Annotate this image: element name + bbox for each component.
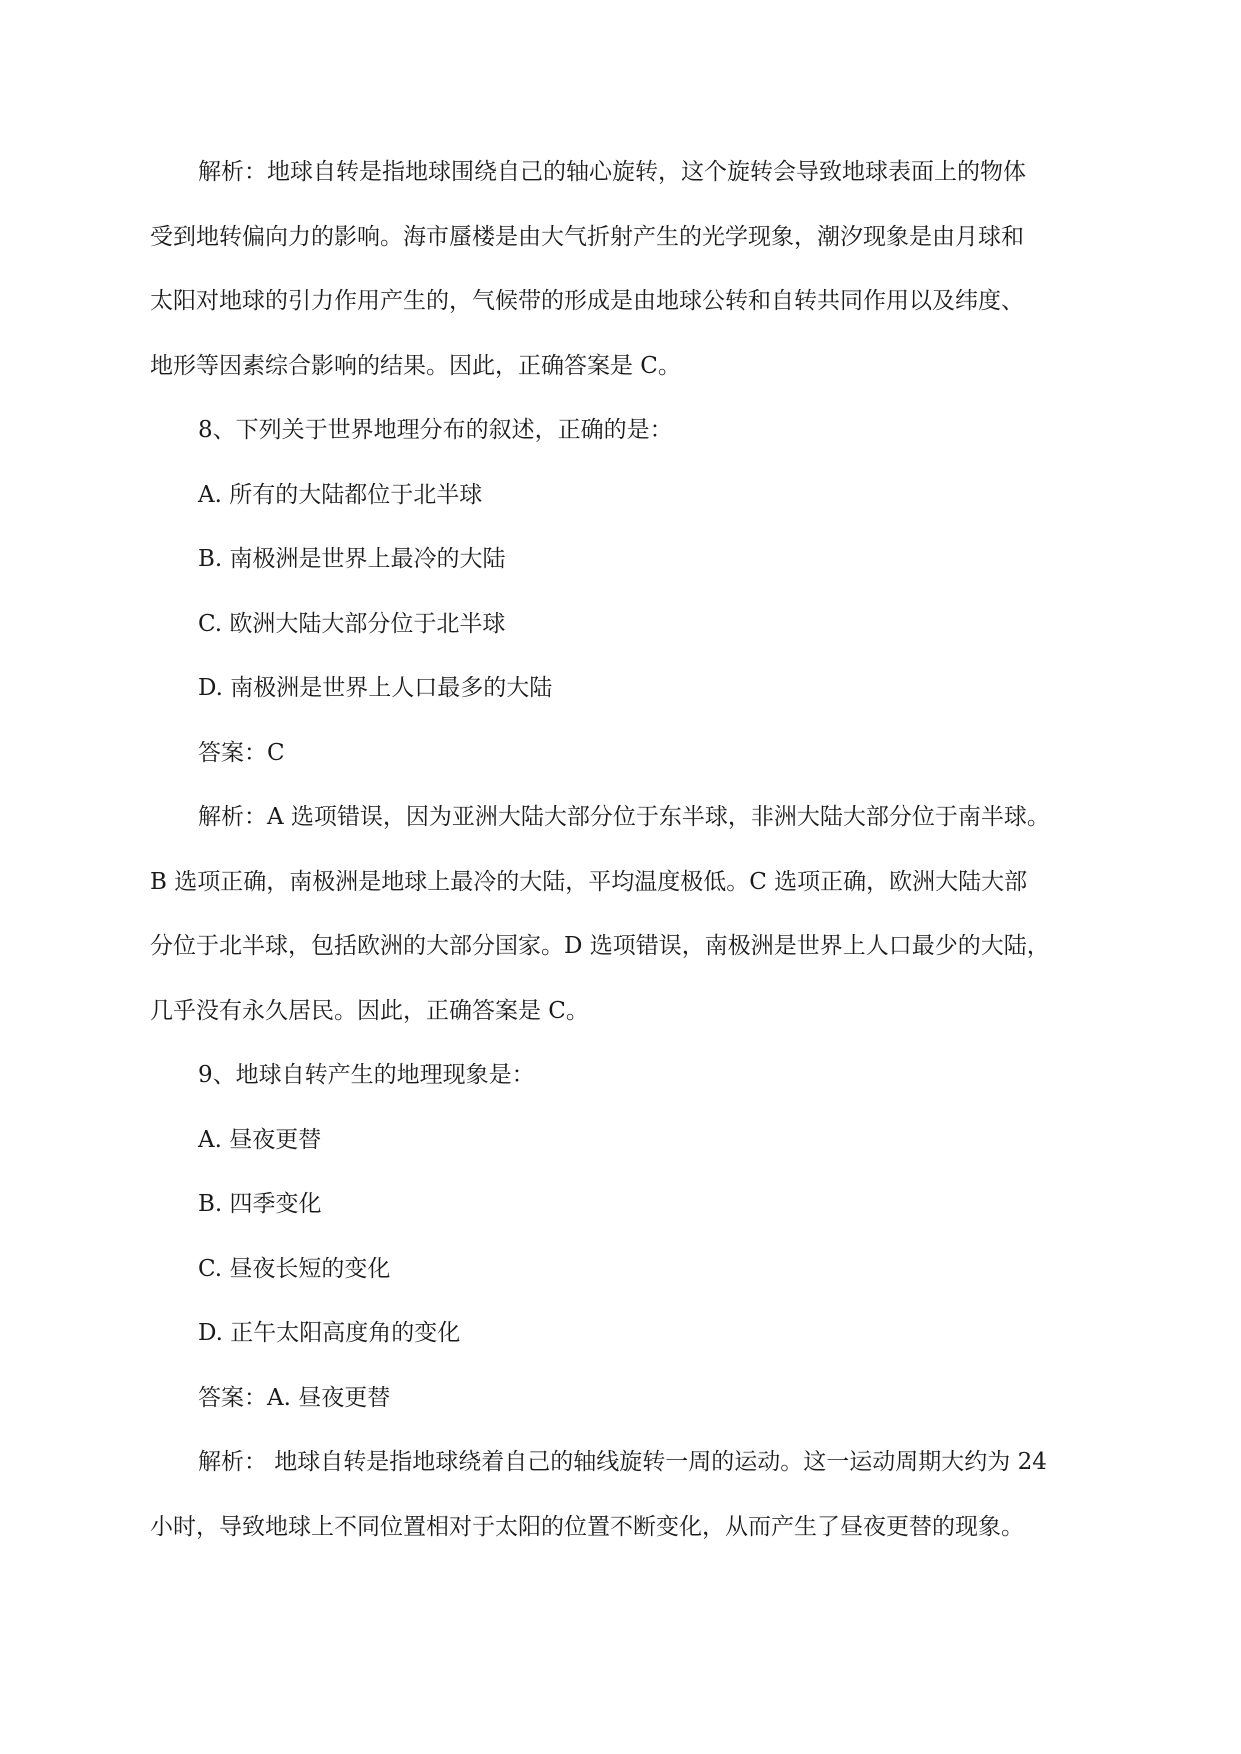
question-8-answer: 答案：C xyxy=(198,739,285,766)
text-line: B 选项正确，南极洲是地球上最冷的大陆，平均温度极低。C 选项正确，欧洲大陆大部 xyxy=(150,868,1028,895)
question-8-stem: 8、下列关于世界地理分布的叙述，正确的是： xyxy=(198,417,673,443)
text-line: 分位于北半球，包括欧洲的大部分国家。D 选项错误，南极洲是世界上人口最少的大陆， xyxy=(150,933,1050,959)
question-9-answer: 答案：A. 昼夜更替 xyxy=(198,1384,391,1411)
document-body xyxy=(150,140,1110,1559)
question-8-option-a: A. 所有的大陆都位于北半球 xyxy=(198,481,483,508)
text-line: 受到地转偏向力的影响。海市蜃楼是由大气折射产生的光学现象，潮汐现象是由月球和 xyxy=(150,223,1024,250)
text-line: 太阳对地球的引力作用产生的，气候带的形成是由地球公转和自转共同作用以及纬度、 xyxy=(150,288,1024,314)
text-line: 几乎没有永久居民。因此，正确答案是 C。 xyxy=(150,997,589,1024)
text-line: 解析：地球自转是指地球围绕自己的轴心旋转，这个旋转会导致地球表面上的物体 xyxy=(198,159,1026,185)
analysis-paragraph-q7 xyxy=(150,140,1110,398)
analysis-paragraph-q8 xyxy=(150,785,1110,1043)
text-line: 小时，导致地球上不同位置相对于太阳的位置不断变化，从而产生了昼夜更替的现象。 xyxy=(150,1513,1024,1540)
question-8-option-c: C. 欧洲大陆大部分位于北半球 xyxy=(198,610,506,637)
question-8-option-d: D. 南极洲是世界上人口最多的大陆 xyxy=(198,675,553,701)
text-line: 解析： 地球自转是指地球绕着自己的轴线旋转一周的运动。这一运动周期大约为 24 xyxy=(198,1449,1047,1475)
question-9-option-d: D. 正午太阳高度角的变化 xyxy=(198,1320,461,1346)
question-9-option-a: A. 昼夜更替 xyxy=(198,1126,322,1153)
text-line: 地形等因素综合影响的结果。因此，正确答案是 C。 xyxy=(150,352,681,379)
analysis-paragraph-q9 xyxy=(150,1430,1110,1559)
question-9-option-c: C. 昼夜长短的变化 xyxy=(198,1255,391,1282)
question-8-option-b: B. 南极洲是世界上最冷的大陆 xyxy=(198,546,506,572)
text-line: 解析：A 选项错误，因为亚洲大陆大部分位于东半球，非洲大陆大部分位于南半球。 xyxy=(198,804,1050,830)
question-9-option-b: B. 四季变化 xyxy=(198,1191,322,1217)
question-9-stem: 9、地球自转产生的地理现象是： xyxy=(198,1062,535,1088)
